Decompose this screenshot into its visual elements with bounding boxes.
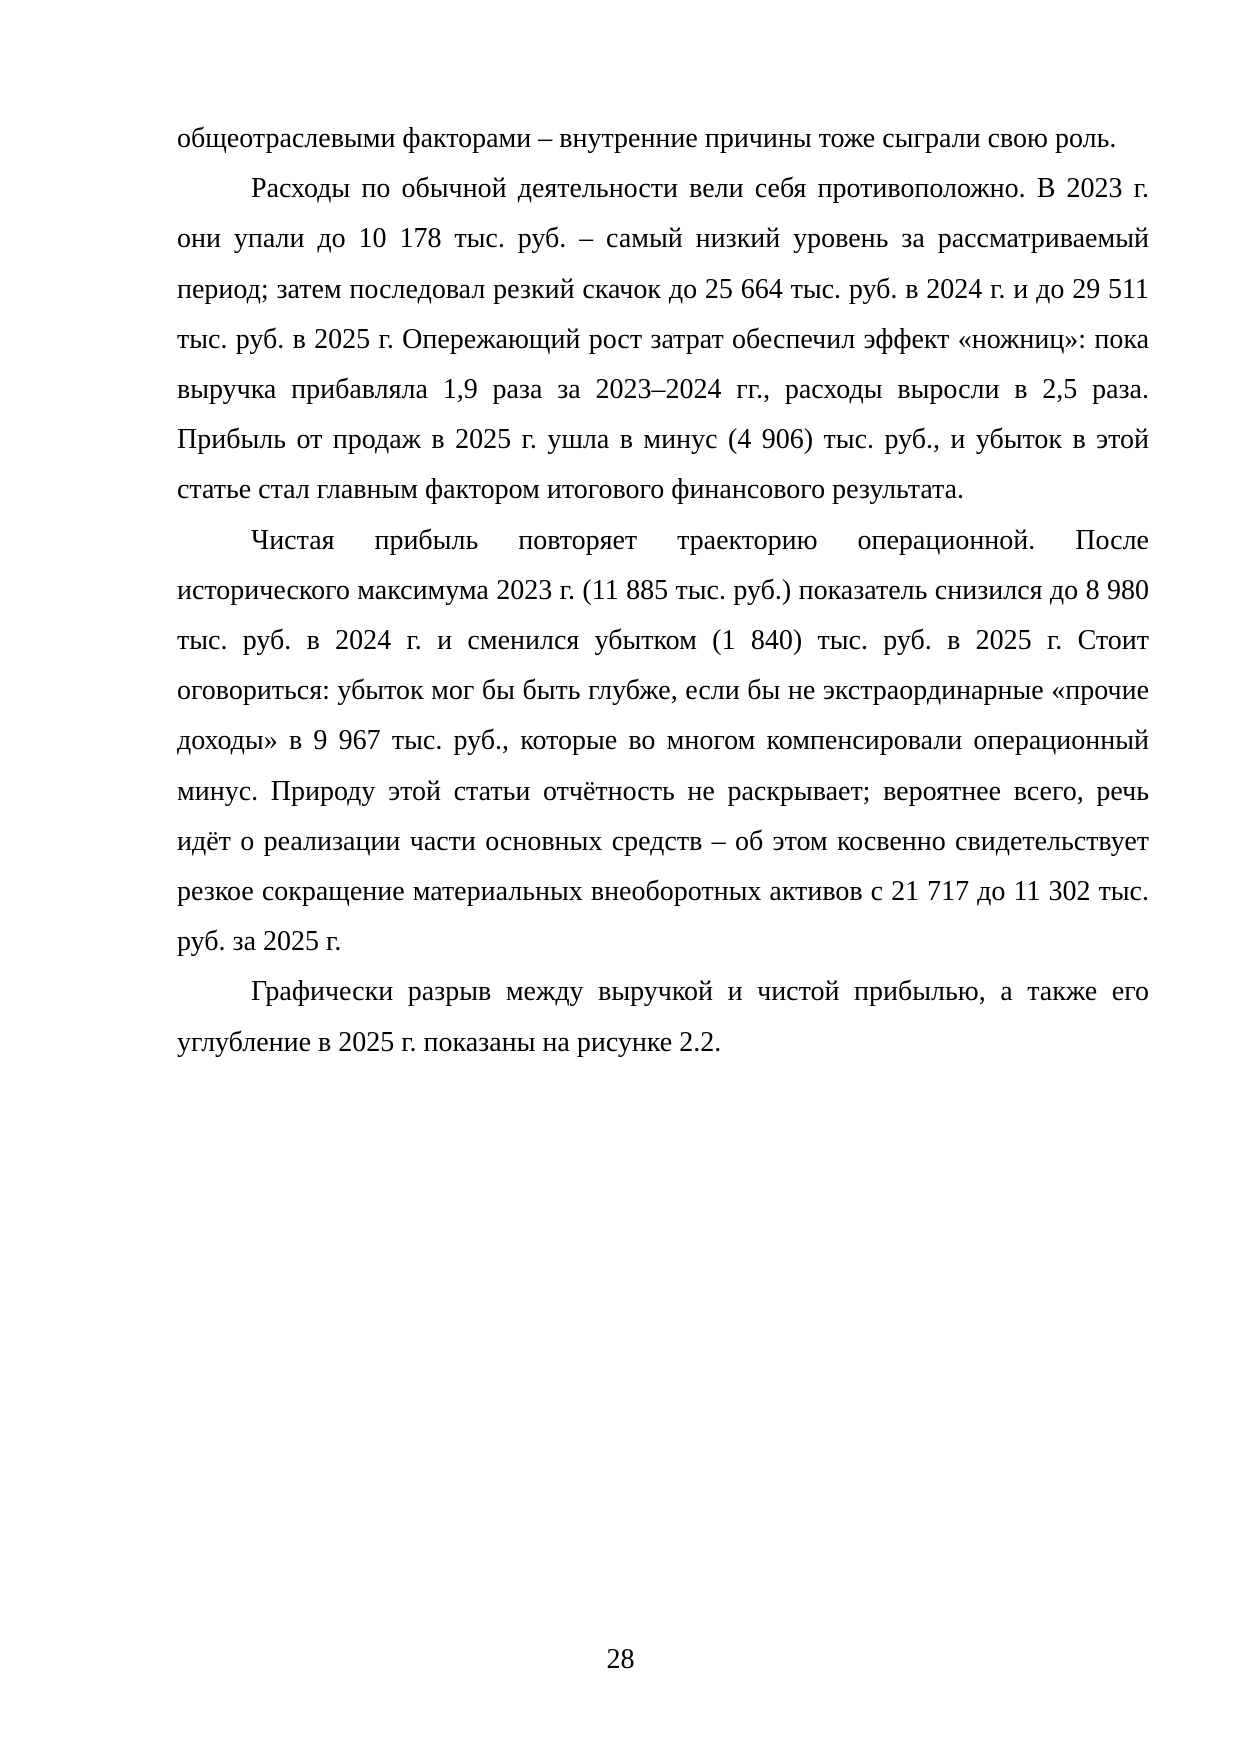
paragraph-figure-reference: Графически разрыв между выручкой и чистой прибылью, а также его углубление в 2025 г. показаны на рисунке 2.2. — [177, 976, 1149, 1058]
page-number: 28 — [606, 1644, 635, 1675]
paragraph-expenses: Расходы по обычной деятельности вели себя противоположно. В 2023 г. они упали до 10 178 тыс. руб. – самый низкий уровень за рассматриваемый период; затем последовал резкий скачок до 25 664 тыс. руб. в 2024 г. и до 29 511 тыс. руб. в 2025 г. Опережающий рост затрат обеспечил эффект «ножниц»: пока выручка прибавляла 1,9 раза за 2023–2024 гг., расходы выросли в 2,5 раза. Прибыль от продаж в 2025 г. ушла в минус (4 906) тыс. руб., и убыток в этой статье стал главным фактором итогового финансового результата. — [177, 173, 1149, 506]
document-body — [177, 114, 1149, 1068]
paragraph-continuation: общеотраслевыми факторами – внутренние причины тоже сыграли свою роль. — [177, 123, 1117, 154]
paragraph-net-profit: Чистая прибыль повторяет траекторию операционной. После исторического максимума 2023 г. (11 885 тыс. руб.) показатель снизился до 8 980 тыс. руб. в 2024 г. и сменился убытком (1 840) тыс. руб. в 2025 г. Стоит оговориться: убыток мог бы быть глубже, если бы не экстраординарные «прочие доходы» в 9 967 тыс. руб., которые во многом компенсировали операционный минус. Природу этой статьи отчётность не раскрывает; вероятнее всего, речь идёт о реализации части основных средств – об этом косвенно свидетельствует резкое сокращение материальных внеоборотных активов с 21 717 до 11 302 тыс. руб. за 2025 г. — [177, 524, 1149, 958]
